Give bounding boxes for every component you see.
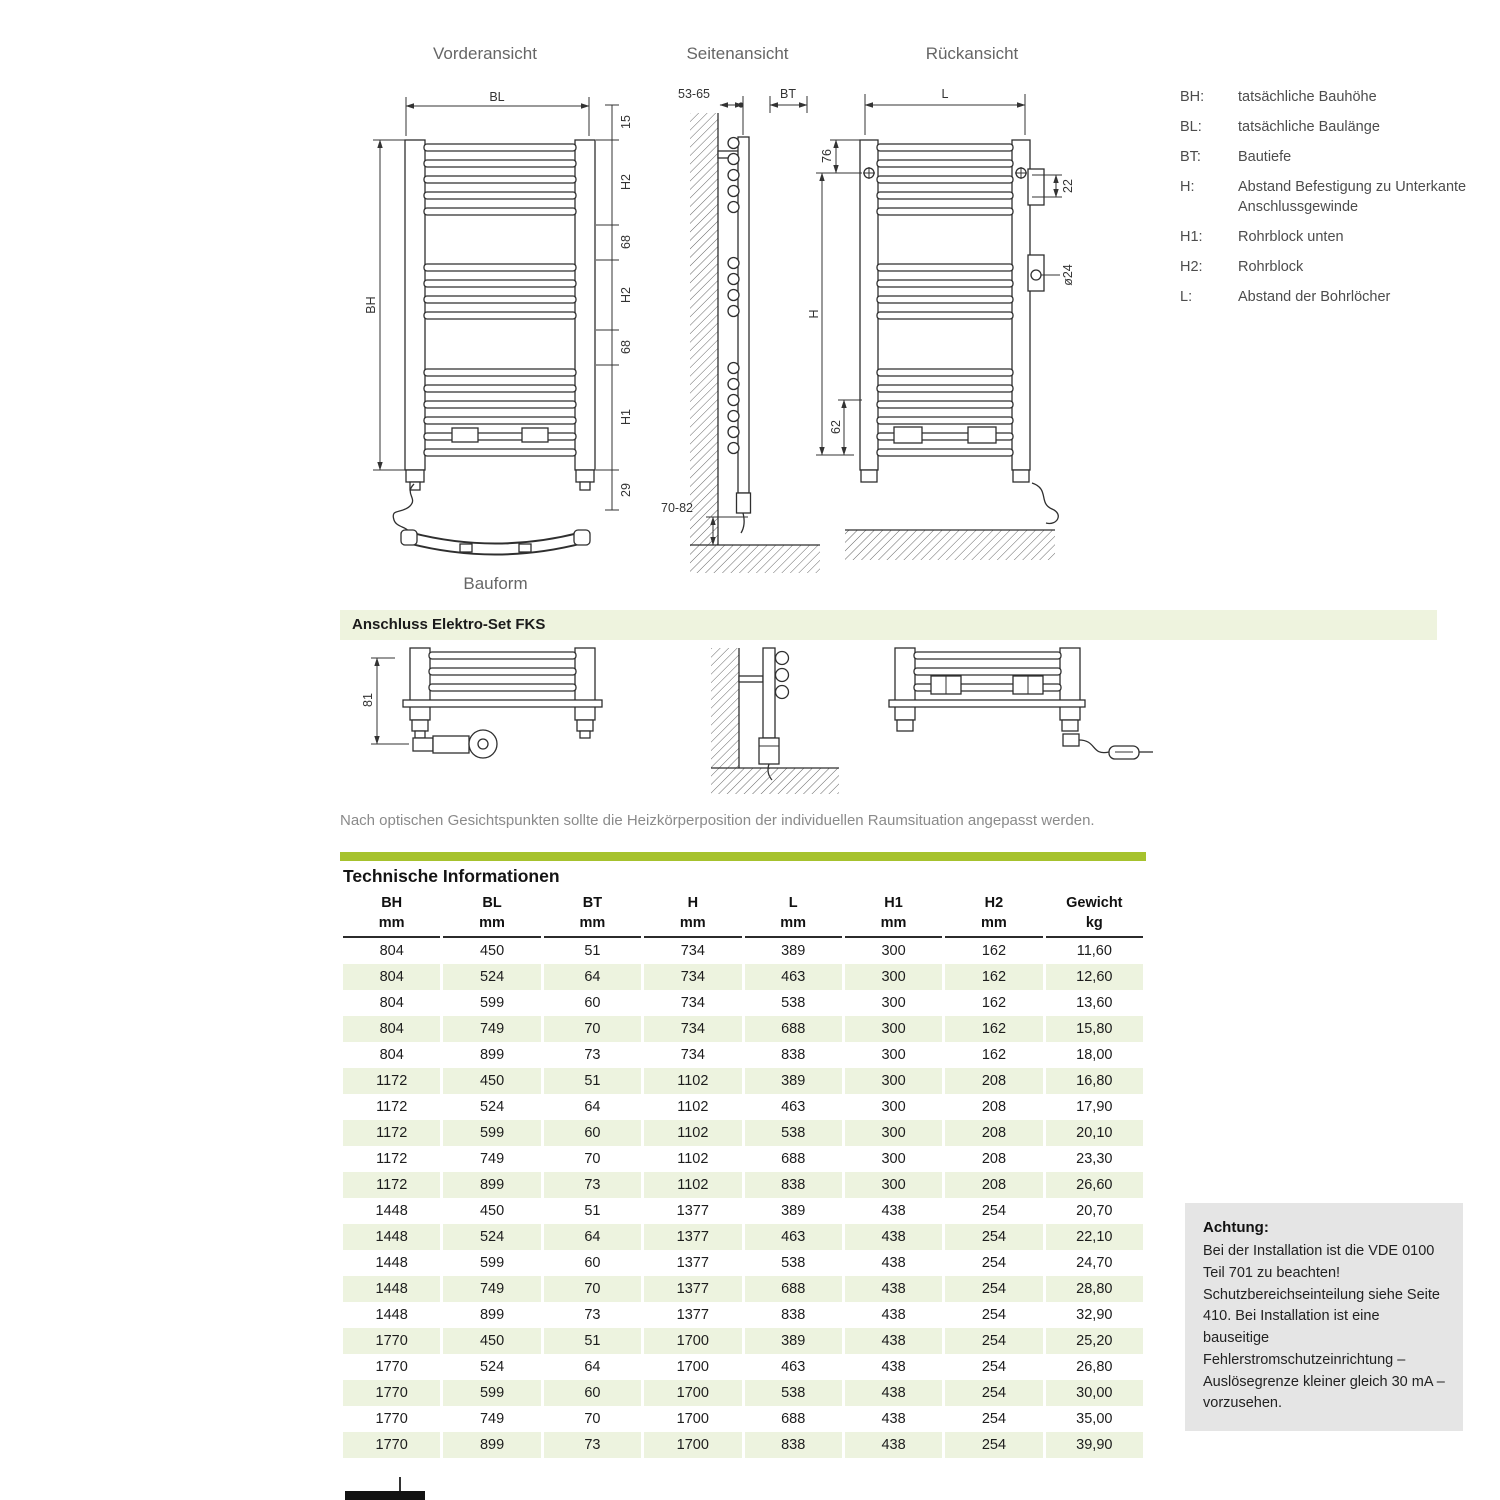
column-unit: kg — [1044, 913, 1144, 937]
table-title: Technische Informationen — [343, 866, 560, 886]
table-cell: 599 — [442, 1250, 542, 1276]
table-cell: 32,90 — [1044, 1302, 1144, 1328]
table-row — [342, 1406, 1145, 1432]
table-cell: 20,10 — [1044, 1120, 1144, 1146]
column-unit: mm — [643, 913, 743, 937]
elektro-set-band — [340, 610, 1437, 640]
table-cell: 1700 — [643, 1328, 743, 1354]
table-cell: 749 — [442, 1276, 542, 1302]
table-cell: 899 — [442, 1042, 542, 1068]
elektro-rear-drawing — [875, 648, 1160, 798]
table-cell: 838 — [743, 1042, 843, 1068]
front-rungs — [424, 144, 576, 456]
table-cell: 1102 — [643, 1172, 743, 1198]
table-row — [342, 1380, 1145, 1406]
table-cell: 25,20 — [1044, 1328, 1144, 1354]
column-label: BL — [482, 895, 502, 911]
table-cell: 70 — [542, 1276, 642, 1302]
table-cell: 300 — [843, 1094, 943, 1120]
table-cell: 254 — [944, 1380, 1044, 1406]
table-cell: 450 — [442, 1328, 542, 1354]
dim-label-h2-upper: H2 — [619, 174, 633, 190]
table-cell: 1172 — [342, 1120, 442, 1146]
legend-term: BT: — [1180, 149, 1201, 166]
table-cell: 64 — [542, 964, 642, 990]
table-row — [342, 1094, 1145, 1120]
table-cell: 438 — [843, 1432, 943, 1458]
floor-hatch — [845, 530, 1055, 560]
table-cell: 162 — [944, 964, 1044, 990]
table-cell: 688 — [743, 1016, 843, 1042]
cropped-next-figure-line — [399, 1477, 401, 1492]
table-cell: 300 — [843, 964, 943, 990]
table-cell: 60 — [542, 1380, 642, 1406]
table-cell: 524 — [442, 1354, 542, 1380]
table-cell: 51 — [542, 1198, 642, 1224]
table-cell: 1102 — [643, 1146, 743, 1172]
table-cell: 300 — [843, 1016, 943, 1042]
table-cell: 438 — [843, 1406, 943, 1432]
table-cell: 1377 — [643, 1302, 743, 1328]
table-cell: 1102 — [643, 1094, 743, 1120]
table-cell: 51 — [542, 1068, 642, 1094]
table-cell: 208 — [944, 1120, 1044, 1146]
table-cell: 463 — [743, 1224, 843, 1250]
table-cell: 64 — [542, 1094, 642, 1120]
table-cell: 23,30 — [1044, 1146, 1144, 1172]
table-cell: 70 — [542, 1406, 642, 1432]
table-cell: 73 — [542, 1302, 642, 1328]
table-row — [342, 990, 1145, 1016]
table-cell: 39,90 — [1044, 1432, 1144, 1458]
table-body — [342, 937, 1145, 1458]
table-cell: 16,80 — [1044, 1068, 1144, 1094]
table-cell: 463 — [743, 1094, 843, 1120]
table-row — [342, 964, 1145, 990]
front-view-title: Vorderansicht — [433, 44, 537, 63]
table-cell: 438 — [843, 1276, 943, 1302]
table-cell: 73 — [542, 1042, 642, 1068]
dim-label-68-upper: 68 — [619, 235, 633, 249]
table-cell: 254 — [944, 1328, 1044, 1354]
table-cell: 389 — [743, 1198, 843, 1224]
table-cell: 254 — [944, 1250, 1044, 1276]
table-cell: 1770 — [342, 1328, 442, 1354]
table-cell: 22,10 — [1044, 1224, 1144, 1250]
table-cell: 162 — [944, 1016, 1044, 1042]
legend-item — [1180, 288, 1470, 307]
dim-label-bh: BH — [364, 296, 378, 314]
rear-view-title: Rückansicht — [925, 44, 1019, 63]
table-row — [342, 1224, 1145, 1250]
dim-label-62: 62 — [829, 420, 843, 434]
legend-term: L: — [1180, 288, 1193, 305]
rear-view-drawing — [807, 85, 1080, 590]
table-cell: 804 — [342, 990, 442, 1016]
table-cell: 438 — [843, 1250, 943, 1276]
table-row — [342, 1250, 1145, 1276]
table-cell: 18,00 — [1044, 1042, 1144, 1068]
dim-label-68-lower: 68 — [619, 340, 633, 354]
table-cell: 538 — [743, 990, 843, 1016]
table-cell: 734 — [643, 964, 743, 990]
dim-label-29: 29 — [619, 483, 633, 497]
table-cell: 162 — [944, 1042, 1044, 1068]
table-cell: 26,80 — [1044, 1354, 1144, 1380]
side-view-title: Seitenansicht — [686, 44, 789, 63]
table-cell: 599 — [442, 1380, 542, 1406]
table-cell: 300 — [843, 1068, 943, 1094]
table-cell: 838 — [743, 1432, 843, 1458]
table-cell: 688 — [743, 1146, 843, 1172]
table-cell: 804 — [342, 937, 442, 964]
table-row — [342, 1432, 1145, 1458]
table-cell: 524 — [442, 964, 542, 990]
table-row — [342, 1042, 1145, 1068]
column-label: BH — [381, 895, 403, 911]
table-cell: 450 — [442, 937, 542, 964]
dim-label-81: 81 — [361, 693, 375, 707]
dim-label-bl: BL — [489, 90, 505, 104]
column-unit: mm — [843, 913, 943, 937]
table-cell: 11,60 — [1044, 937, 1144, 964]
table-cell: 524 — [442, 1094, 542, 1120]
wall-hatch — [711, 648, 739, 768]
table-cell: 389 — [743, 937, 843, 964]
legend-definition: tatsächliche Baulänge — [1238, 119, 1380, 136]
table-cell: 60 — [542, 990, 642, 1016]
table-header-labels — [342, 893, 1145, 913]
floor-hatch — [711, 768, 839, 794]
legend-term: H: — [1180, 179, 1195, 196]
table-cell: 438 — [843, 1198, 943, 1224]
legend — [1180, 88, 1470, 318]
table-cell: 20,70 — [1044, 1198, 1144, 1224]
legend-definition: Abstand der Bohrlöcher — [1238, 288, 1391, 305]
table-row — [342, 1302, 1145, 1328]
legend-definition: Rohrblock — [1238, 258, 1304, 275]
column-label: L — [788, 895, 798, 911]
table-cell: 1700 — [643, 1380, 743, 1406]
side-view-drawing — [650, 85, 825, 590]
table-head — [342, 893, 1145, 937]
table-cell: 208 — [944, 1172, 1044, 1198]
table-cell: 1172 — [342, 1068, 442, 1094]
table-cell: 749 — [442, 1016, 542, 1042]
table-cell: 450 — [442, 1198, 542, 1224]
table-row — [342, 1172, 1145, 1198]
table-cell: 688 — [743, 1276, 843, 1302]
table-cell: 300 — [843, 1146, 943, 1172]
legend-definition: tatsächliche Bauhöhe — [1238, 89, 1377, 105]
table-cell: 70 — [542, 1146, 642, 1172]
table-cell: 734 — [643, 1016, 743, 1042]
legend-definition: Rohrblock unten — [1238, 228, 1344, 245]
column-label: H — [687, 895, 699, 911]
table-cell: 1172 — [342, 1094, 442, 1120]
table-cell: 599 — [442, 1120, 542, 1146]
elektro-side-drawing — [703, 648, 848, 798]
table-header-units — [342, 913, 1145, 937]
table-cell: 1770 — [342, 1406, 442, 1432]
table-cell: 389 — [743, 1328, 843, 1354]
table-cell: 688 — [743, 1406, 843, 1432]
dim-label-dia24: ø24 — [1061, 264, 1075, 286]
legend-item — [1180, 228, 1470, 247]
elektro-front-drawing — [355, 648, 645, 788]
table-cell: 162 — [944, 937, 1044, 964]
table-cell: 1770 — [342, 1432, 442, 1458]
table-cell: 899 — [442, 1302, 542, 1328]
dim-label-h2-lower: H2 — [619, 287, 633, 303]
table-cell: 64 — [542, 1224, 642, 1250]
table-cell: 1448 — [342, 1250, 442, 1276]
dim-label-22: 22 — [1061, 179, 1075, 193]
table-cell: 30,00 — [1044, 1380, 1144, 1406]
table-cell: 804 — [342, 1016, 442, 1042]
cable-line — [741, 513, 744, 533]
table-cell: 804 — [342, 1042, 442, 1068]
table-cell: 254 — [944, 1432, 1044, 1458]
dim-label-70-82: 70-82 — [661, 501, 693, 515]
table-cell: 1102 — [643, 1120, 743, 1146]
table-cell: 524 — [442, 1224, 542, 1250]
table-cell: 12,60 — [1044, 964, 1144, 990]
legend-term: BH: — [1180, 89, 1205, 105]
table-cell: 1172 — [342, 1146, 442, 1172]
floor-hatch — [690, 545, 820, 573]
legend-item — [1180, 118, 1470, 137]
table-cell: 13,60 — [1044, 990, 1144, 1016]
dim-label-bt: BT — [780, 87, 796, 101]
column-label: Gewicht — [1066, 895, 1123, 911]
table-row — [342, 1120, 1145, 1146]
table-cell: 73 — [542, 1172, 642, 1198]
table-cell: 26,60 — [1044, 1172, 1144, 1198]
table-cell: 208 — [944, 1094, 1044, 1120]
table-cell: 300 — [843, 1042, 943, 1068]
table-cell: 450 — [442, 1068, 542, 1094]
dim-label-h: H — [807, 309, 821, 319]
bauform-drawing — [398, 520, 593, 572]
table-cell: 438 — [843, 1328, 943, 1354]
table-cell: 70 — [542, 1016, 642, 1042]
table-cell: 15,80 — [1044, 1016, 1144, 1042]
table-cell: 64 — [542, 1354, 642, 1380]
legend-definition: Bautiefe — [1238, 149, 1292, 166]
column-label: BT — [582, 895, 603, 911]
table-cell: 28,80 — [1044, 1276, 1144, 1302]
table-row — [342, 1146, 1145, 1172]
table-row — [342, 1328, 1145, 1354]
table-cell: 254 — [944, 1406, 1044, 1432]
table-cell: 73 — [542, 1432, 642, 1458]
table-cell: 438 — [843, 1302, 943, 1328]
table-cell: 438 — [843, 1224, 943, 1250]
table-cell: 1172 — [342, 1172, 442, 1198]
table-cell: 208 — [944, 1068, 1044, 1094]
table-cell: 1700 — [643, 1432, 743, 1458]
table-cell: 838 — [743, 1172, 843, 1198]
table-cell: 538 — [743, 1250, 843, 1276]
table-cell: 438 — [843, 1354, 943, 1380]
table-cell: 1770 — [342, 1354, 442, 1380]
table-cell: 60 — [542, 1120, 642, 1146]
table-row — [342, 937, 1145, 964]
table-cell: 438 — [843, 1380, 943, 1406]
table-cell: 538 — [743, 1380, 843, 1406]
table-cell: 1377 — [643, 1276, 743, 1302]
table-cell: 254 — [944, 1354, 1044, 1380]
table-cell: 300 — [843, 1172, 943, 1198]
table-cell: 899 — [442, 1432, 542, 1458]
reference-dot — [738, 102, 743, 107]
notice-body: Bei der Installation ist die VDE 0100 Teil 701 zu beachten! Schutzbereichseinteilung siehe Seite 410. Bei Installation ist eine bauseitige Fehlerstromschutzeinrichtung – Auslösegrenze kleiner gleich 30 mA – vorzusehen. — [1203, 1243, 1445, 1412]
table-cell: 1377 — [643, 1224, 743, 1250]
column-label: H2 — [984, 895, 1004, 911]
table-cell: 24,70 — [1044, 1250, 1144, 1276]
table-cell: 538 — [743, 1120, 843, 1146]
table-cell: 1377 — [643, 1198, 743, 1224]
table-cell: 51 — [542, 1328, 642, 1354]
dim-label-15: 15 — [619, 115, 633, 129]
table-cell: 1700 — [643, 1354, 743, 1380]
column-unit: mm — [542, 913, 642, 937]
cable-line — [1079, 740, 1109, 753]
table-cell: 463 — [743, 1354, 843, 1380]
table-cell: 749 — [442, 1146, 542, 1172]
table-row — [342, 1068, 1145, 1094]
table-cell: 1102 — [643, 1068, 743, 1094]
table-cell: 254 — [944, 1224, 1044, 1250]
table-cell: 17,90 — [1044, 1094, 1144, 1120]
table-row — [342, 1276, 1145, 1302]
legend-term: H2: — [1180, 258, 1203, 275]
table-cell: 1448 — [342, 1224, 442, 1250]
table-cell: 463 — [743, 964, 843, 990]
tube-bumps — [728, 138, 739, 454]
legend-item — [1180, 258, 1470, 277]
column-unit: mm — [342, 913, 442, 937]
bauform-label: Bauform — [463, 574, 528, 593]
legend-term: BL: — [1180, 119, 1202, 136]
legend-definition: Abstand Befestigung zu Unterkante Anschlussgewinde — [1238, 179, 1467, 215]
table-cell: 389 — [743, 1068, 843, 1094]
notice-title: Achtung: — [1203, 1219, 1269, 1236]
table-cell: 35,00 — [1044, 1406, 1144, 1432]
cropped-next-figure-bar — [345, 1491, 425, 1500]
legend-item — [1180, 148, 1470, 167]
table-cell: 599 — [442, 990, 542, 1016]
accent-bar — [340, 852, 1146, 861]
table-row — [342, 1198, 1145, 1224]
column-label: H1 — [884, 895, 903, 911]
table-cell: 1448 — [342, 1198, 442, 1224]
dim-label-53-65: 53-65 — [678, 87, 710, 101]
table-cell: 60 — [542, 1250, 642, 1276]
dim-label-l: L — [941, 87, 949, 101]
dim-label-76: 76 — [820, 149, 834, 163]
table-cell: 1770 — [342, 1380, 442, 1406]
front-dim-ticks — [596, 105, 619, 510]
wall-hatch — [690, 113, 718, 545]
table-cell: 734 — [643, 937, 743, 964]
technical-table — [340, 893, 1146, 1458]
column-unit: mm — [442, 913, 542, 937]
legend-item — [1180, 88, 1470, 107]
table-cell: 749 — [442, 1406, 542, 1432]
cable-curl — [1032, 483, 1058, 523]
elektro-set-title: Anschluss Elektro-Set FKS — [352, 616, 546, 633]
position-caption: Nach optischen Gesichtspunkten sollte die Heizkörperposition der individuellen Raumsituation angepasst werden. — [340, 812, 1095, 829]
table-cell: 1448 — [342, 1302, 442, 1328]
table-cell: 162 — [944, 990, 1044, 1016]
table-cell: 300 — [843, 1120, 943, 1146]
table-cell: 300 — [843, 937, 943, 964]
table-cell: 1377 — [643, 1250, 743, 1276]
table-row — [342, 1354, 1145, 1380]
table-cell: 804 — [342, 964, 442, 990]
table-cell: 300 — [843, 990, 943, 1016]
table-cell: 1448 — [342, 1276, 442, 1302]
table-cell: 254 — [944, 1276, 1044, 1302]
table-row — [342, 1016, 1145, 1042]
notice-box — [1185, 1203, 1463, 1431]
rear-rungs — [877, 144, 1013, 456]
table-cell: 254 — [944, 1198, 1044, 1224]
legend-term: H1: — [1180, 228, 1203, 245]
legend-item — [1180, 178, 1470, 216]
table-cell: 838 — [743, 1302, 843, 1328]
table-cell: 1700 — [643, 1406, 743, 1432]
table-cell: 734 — [643, 1042, 743, 1068]
table-cell: 734 — [643, 990, 743, 1016]
table-cell: 254 — [944, 1302, 1044, 1328]
table-cell: 51 — [542, 937, 642, 964]
front-view-drawing — [360, 88, 640, 593]
table-cell: 208 — [944, 1146, 1044, 1172]
column-unit: mm — [944, 913, 1044, 937]
dim-label-h1: H1 — [619, 409, 633, 425]
table-cell: 899 — [442, 1172, 542, 1198]
column-unit: mm — [743, 913, 843, 937]
